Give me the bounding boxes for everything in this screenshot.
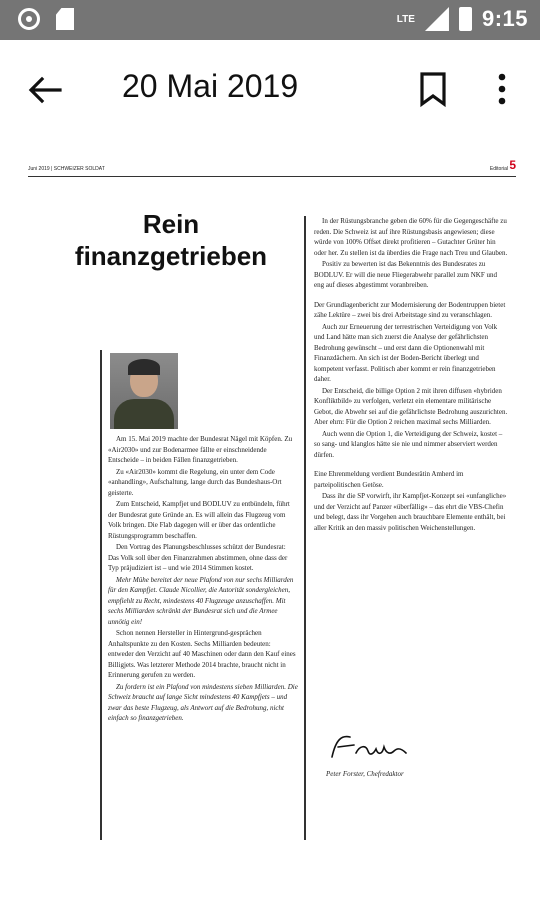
bookmark-icon[interactable] [416,70,450,108]
paragraph: Auch wenn die Option 1, die Verteidigung der Schweiz, kostet – so sang- und klanglos hätte sie nie und nimmer abserviert werden dürfen. [314,429,503,459]
system-icons [397,6,528,32]
sd-card-icon [56,8,74,30]
paragraph: Am 15. Mai 2019 machte der Bundesrat Nägel mit Köpfen. Zu «Air2030» und zur Bodenarmee fällte er einschneidende Entscheide – in beiden Fällen finanzgetrieben. [108,435,293,464]
paragraph: Eine Ehrenmeldung verdient Bundesrätin Amherd im parteipolitischen Getöse. [314,470,464,489]
paragraph: Dass ihr die SP vorwirft, ihr Kampfjet-Konzept sei «unfangliche» und der Verzicht auf Panzer «überfällig» – das ehrt die VBS-Chefin und belegt, dass ihr Vorgehen auch brauchbare Elemente enthält, bei aller Kritik an den massiv politischen Weichenstellungen. [314,492,507,532]
paragraph: Den Vortrag des Planungsbeschlusses schützt der Bundesrat: Das Volk soll über den Finanzrahmen abstimmen, ohne dass der Typ präjudiziert ist – und wie 2014 Stimmen kostet. [108,543,288,572]
paragraph: Zu «Air2030» kommt die Regelung, ein unter dem Code «anhandling», Aufschaltung, lange durch das Bundeshaus-Ort geisterte. [108,467,282,497]
running-head [28,166,516,177]
clock: 9:15 [481,6,528,31]
right-column [314,216,508,534]
paragraph: Zu fordern ist ein Plafond von mindestens sieben Milliarden. Die Schweiz braucht auf lange Sicht mindestens 40 Kampfjets – und zwar das beste Flugzeug, als Antwort auf die Bedrohung, nicht einfach so finanzgetrieben. [108,682,298,722]
author-portrait [110,353,178,429]
paragraph: In der Rüstungsbranche geben die 60% für die Gegengeschäfte zu reden. Die Schweiz ist auf ihre Rüstungsbasis angewiesen; diese würde von 100% Offset direkt profitieren – Gutachter Grüter hin oder her. Zu stellen ist da überdies die Frage nach Treu und Glauben. [314,217,508,257]
paragraph: Mehr Mühe bereitet der neue Plafond von nur sechs Milliarden für den Kampfjet. Claude Nicollier, die Autorität sondergleichen, empfiehlt zu Recht, mindestens 40 Flugzeuge anzuschaffen. Mit sechs Milliarden schränkt der Bundesrat sich und die Armee unnötig ein! [108,575,294,626]
running-head-right: Editorial [489,166,508,172]
lte-label: LTE [396,13,415,25]
magazine-page[interactable] [28,158,516,858]
left-column [108,434,298,725]
battery-charging-icon [459,7,472,31]
paragraph: Positiv zu bewerten ist das Bekenntnis des Bundesrates zu BODLUV. Er will die neue Fliegerabwehr parallel zum NKF und eng auf dieses abgestimmt voranbreiben. [314,260,497,289]
signal-icon [425,7,449,31]
app-bar [0,40,540,136]
back-arrow-icon[interactable] [24,70,64,110]
more-options-icon[interactable] [488,70,516,108]
notification-icons [18,8,74,30]
signature [328,733,448,763]
page-number: 5 [509,158,516,172]
article-headline [66,208,276,272]
paragraph: Auch zur Erneuerung der terrestrischen Verteidigung von Volk und Land hätte man sich zuerst die Analyse der gefährlichsten Bedrohung gewünscht – und erst dann die Optionenwahl mit Finanzdächern. An sich ist der Boden-Bericht überlegt und kompetent verfasst. Politisch aber kommt er rein finanzgetrieben daher. [314,322,498,383]
column-rule-left [100,350,102,840]
column-rule-right [304,216,306,840]
headline-line-1: Rein [142,209,200,239]
signer-name: Peter Forster, Chefredaktor [326,770,404,778]
paragraph: Der Entscheid, die billige Option 2 mit ihren diffusen «hybriden Konfliktbild» zu verfolgen, verletzt ein elementare militärische Gebot, die Abwehr sei auf die gefährlichste Bedrohung auszurichten. Aber ehrn: Für die Option 2 reichen maximal sechs Milliarden. [314,386,508,426]
status-bar [0,0,540,40]
page-title: 20 Mai 2019 [122,68,299,104]
running-head-left: Juni 2019 | SCHWEIZER SOLDAT [28,166,105,172]
paragraph: Der Grundlagenbericht zur Modernisierung der Bodentruppen bietet zähe Lektüre – zwei bis drei Arbeitstage sind zu veranschlagen. [314,300,506,319]
paragraph: Schon nennen Hersteller in Hintergrund-gesprächen Anhaltspunkte zu den Kosten. Sechs Milliarden bedeuten: entweder den Verzicht auf 40 Maschinen oder dann den Kauf eines Billigjets. Was letzterer Methode 2014 brachte, braucht nicht in Erinnerung gerufen zu werden. [108,629,296,679]
paragraph: Zum Entscheid, Kampfjet und BODLUV zu entbündeln, führt der Bundesrat gute Gründe an. Es will allein das Flugzeug vom Volk bringen. Die Flab dagegen will er über das ordentliche Rüstungsprogramm beschaffen. [108,500,290,540]
headline-line-2: finanzgetrieben [74,241,268,271]
record-icon [18,8,40,30]
